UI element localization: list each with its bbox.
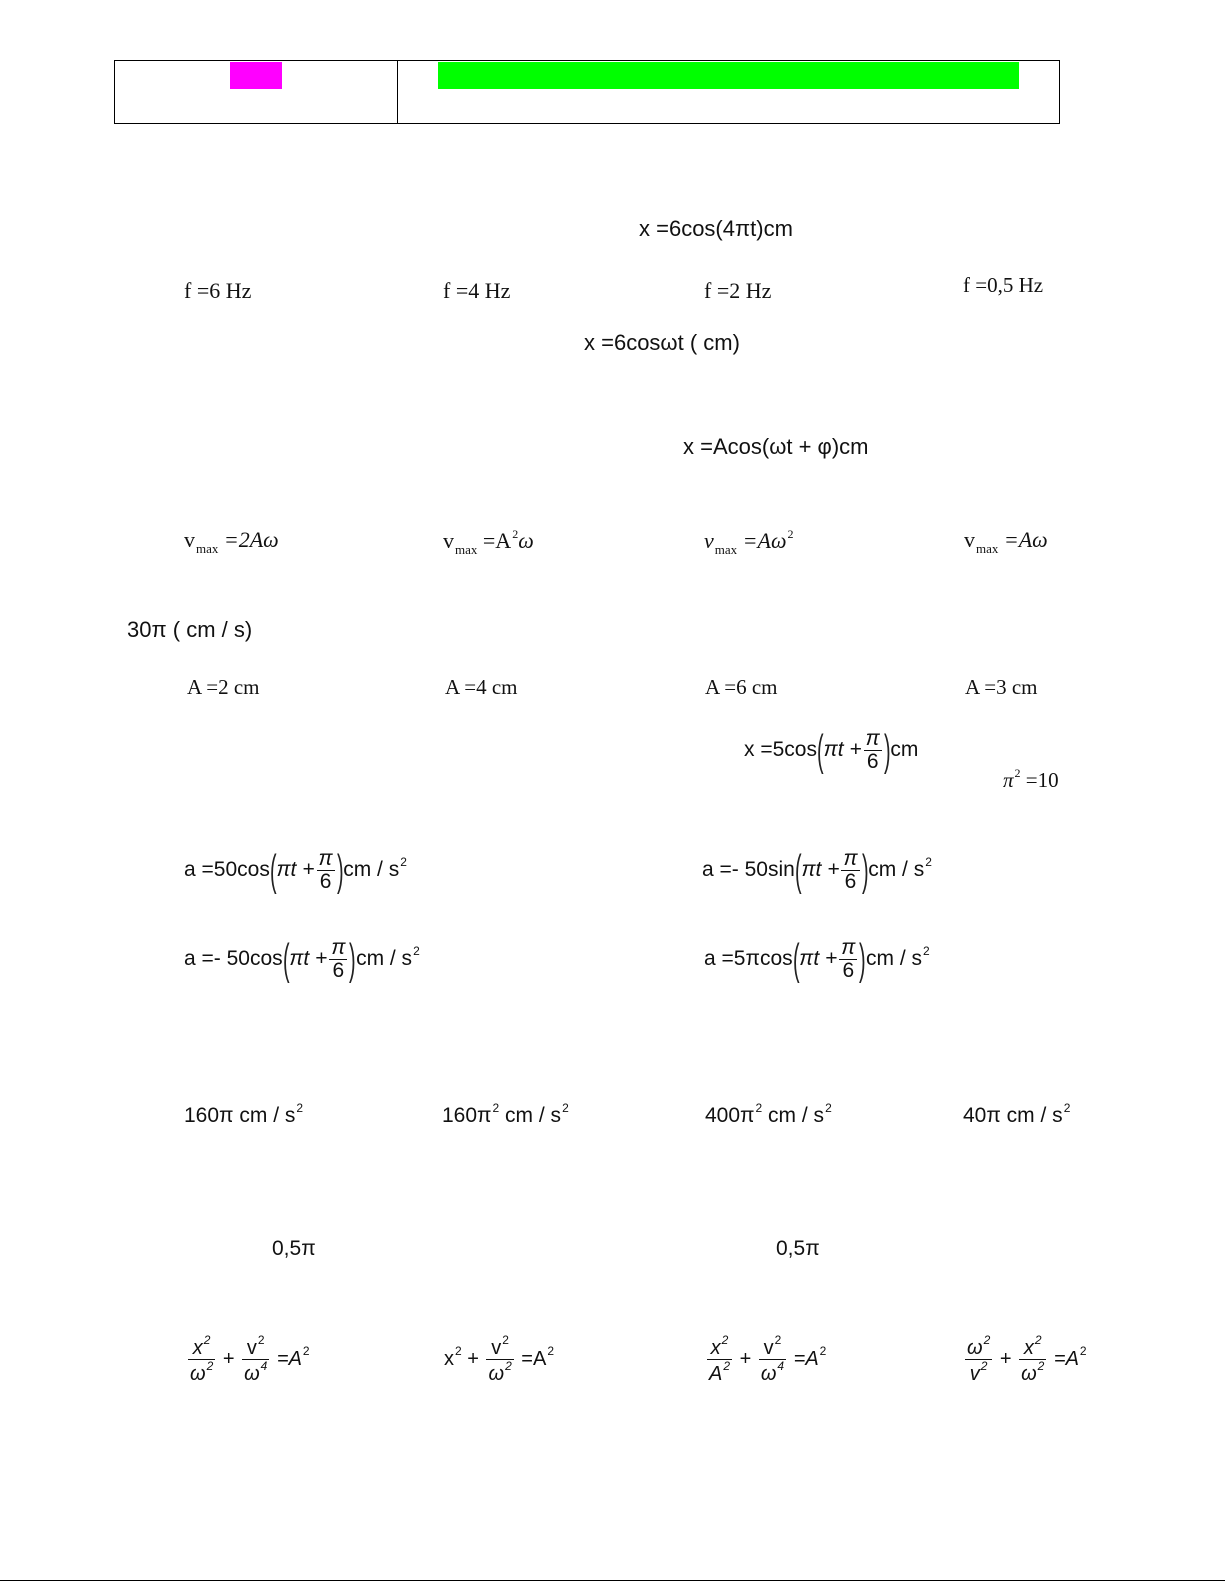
frac-den: 6 bbox=[844, 870, 857, 894]
den-sup: 2 bbox=[980, 1359, 988, 1373]
q7-value-left: 0,5π bbox=[272, 1237, 316, 1260]
magenta-highlight bbox=[230, 62, 282, 89]
frac-num bbox=[489, 1334, 511, 1359]
q6-option-a[interactable] bbox=[184, 1101, 303, 1128]
opt-sup: 2 bbox=[400, 855, 407, 870]
opt-unit: cm / s bbox=[868, 858, 925, 882]
q4-option-a[interactable]: A =2 cm bbox=[187, 675, 260, 699]
right-paren: ) bbox=[859, 934, 867, 984]
pi-symbol: π bbox=[1003, 768, 1014, 792]
frac-den bbox=[968, 1360, 990, 1385]
num-sup: 2 bbox=[502, 1333, 509, 1347]
frac-den bbox=[707, 1360, 732, 1385]
frac-num: π bbox=[841, 936, 856, 959]
opt-sup: 2 bbox=[825, 1101, 832, 1115]
opt-inner: πt + bbox=[799, 947, 838, 971]
fraction bbox=[329, 937, 347, 982]
vmax-base: v bbox=[443, 528, 454, 553]
opt-sup: 2 bbox=[925, 855, 932, 870]
q3-option-d[interactable] bbox=[964, 527, 1048, 557]
rhs: =A bbox=[1048, 1347, 1079, 1370]
page-bottom-rule bbox=[0, 1580, 1225, 1581]
vmax-base: v bbox=[964, 527, 975, 552]
right-paren: ) bbox=[336, 845, 344, 895]
vmax-sub: max bbox=[976, 541, 999, 556]
frac-den bbox=[759, 1360, 786, 1385]
q3-option-c[interactable] bbox=[704, 527, 793, 558]
opt-sup1: 2 bbox=[755, 1101, 763, 1115]
frac-num bbox=[191, 1334, 213, 1359]
frac-num bbox=[762, 1334, 784, 1359]
q1-option-d[interactable]: f =0,5 Hz bbox=[963, 273, 1044, 297]
num-sup: 2 bbox=[983, 1333, 991, 1347]
q8-option-b[interactable]: $x^2$ + $\frac{v^2}{\omega^2}$ $=A^2$ bbox=[444, 1333, 555, 1385]
vmax-rest: =Aω bbox=[737, 528, 787, 553]
opt-value: 160π cm / s bbox=[184, 1104, 296, 1127]
opt-inner: πt + bbox=[276, 858, 315, 882]
opt-unit: cm / s bbox=[356, 947, 413, 971]
rhs-sup: 2 bbox=[819, 1343, 827, 1358]
q5-option-b[interactable] bbox=[702, 845, 932, 895]
fraction bbox=[839, 937, 857, 982]
den-sup: 4 bbox=[777, 1359, 785, 1373]
lead-sup: 2 bbox=[455, 1343, 462, 1358]
left-paren: ( bbox=[792, 934, 800, 984]
right-paren: ) bbox=[349, 934, 357, 984]
q4-given-velocity: 30π ( cm / s) bbox=[127, 617, 253, 642]
den-base: ω bbox=[190, 1363, 206, 1385]
vmax-rest: =A bbox=[477, 528, 512, 553]
den-base: ω bbox=[244, 1363, 260, 1385]
opt-sup: 2 bbox=[562, 1101, 569, 1115]
frac-den: 6 bbox=[319, 870, 332, 894]
den-base: A bbox=[709, 1363, 723, 1385]
fraction-2 bbox=[1019, 1334, 1046, 1385]
rhs: =A bbox=[788, 1347, 819, 1370]
eq-inner: πt + bbox=[823, 738, 862, 762]
num-base: x bbox=[1023, 1337, 1034, 1359]
den-sup: 2 bbox=[723, 1359, 731, 1373]
opt-unit: cm / s bbox=[762, 1104, 825, 1127]
opt-sup1: 2 bbox=[492, 1101, 500, 1115]
q1-option-c[interactable]: f =2 Hz bbox=[704, 278, 772, 303]
q6-option-c[interactable] bbox=[705, 1101, 832, 1128]
vmax-base: v bbox=[184, 527, 195, 552]
vmax-sub: max bbox=[196, 541, 219, 556]
den-base: ω bbox=[760, 1363, 777, 1385]
frac-num bbox=[965, 1334, 992, 1359]
den-sup: 2 bbox=[505, 1359, 512, 1373]
q1-option-b[interactable]: f =4 Hz bbox=[443, 278, 511, 303]
pi-sup: 2 bbox=[1014, 766, 1021, 780]
num-base: ω bbox=[967, 1337, 983, 1359]
den-sup: 2 bbox=[206, 1359, 214, 1373]
num-base: x bbox=[192, 1337, 203, 1359]
vmax-sup: 2 bbox=[512, 527, 519, 541]
den-base: ω bbox=[488, 1363, 505, 1385]
num-sup: 2 bbox=[203, 1333, 211, 1347]
vmax-rest: =2Aω bbox=[218, 527, 279, 552]
q6-option-b[interactable] bbox=[442, 1101, 569, 1128]
right-paren: ) bbox=[883, 725, 891, 775]
opt-value: 40π cm / s bbox=[963, 1104, 1063, 1127]
q5-option-d[interactable] bbox=[704, 934, 930, 984]
q8-option-d[interactable]: $\frac{\omega^2}{v^2}$ + $\frac{x^2}{\omega^2}$ $=A^2$ bbox=[967, 1333, 1087, 1385]
den-sup: 4 bbox=[260, 1359, 268, 1373]
rhs-sup: 2 bbox=[302, 1343, 310, 1358]
left-paren: ( bbox=[816, 725, 824, 775]
num-sup: 2 bbox=[1034, 1333, 1042, 1347]
frac-num: π bbox=[331, 936, 346, 959]
left-paren: ( bbox=[269, 845, 277, 895]
q4-option-d[interactable]: A =3 cm bbox=[965, 675, 1038, 699]
frac-den bbox=[1019, 1360, 1046, 1385]
opt-prefix: a =- 50sin bbox=[702, 858, 795, 882]
fraction bbox=[317, 848, 335, 893]
num-sup: 2 bbox=[721, 1333, 729, 1347]
left-paren: ( bbox=[794, 845, 802, 895]
opt-value: 400π bbox=[705, 1104, 755, 1127]
rhs-sup: 2 bbox=[1079, 1343, 1087, 1358]
frac-num bbox=[709, 1334, 731, 1359]
fraction-1 bbox=[965, 1334, 992, 1385]
header-table bbox=[114, 60, 1060, 124]
frac-den bbox=[188, 1360, 215, 1385]
opt-value: 160π bbox=[442, 1104, 492, 1127]
frac-num: π bbox=[318, 847, 333, 870]
num-sup: 2 bbox=[257, 1333, 265, 1347]
q5-pi-squared bbox=[1003, 766, 1059, 793]
opt-prefix: a =5πcos bbox=[704, 947, 793, 971]
frac-den bbox=[242, 1360, 269, 1385]
frac-num: π bbox=[865, 727, 880, 750]
pi-value: =10 bbox=[1020, 768, 1059, 792]
num-base: x bbox=[710, 1337, 721, 1359]
q5-option-c[interactable] bbox=[184, 934, 420, 984]
fraction bbox=[841, 848, 859, 893]
q2-equation: x =6cosωt ( cm) bbox=[584, 330, 740, 355]
opt-unit: cm / s bbox=[499, 1104, 562, 1127]
q5-equation bbox=[744, 725, 919, 775]
q1-equation: x =6cos(4πt)cm bbox=[639, 216, 793, 241]
frac-num bbox=[245, 1334, 267, 1359]
q8-option-c[interactable]: $\frac{x^2}{A^2}$ + $\frac{v^2}{\omega^4}$ $=A^2$ bbox=[709, 1333, 827, 1385]
opt-inner: πt + bbox=[801, 858, 840, 882]
q5-option-a[interactable] bbox=[184, 845, 407, 895]
fraction-2 bbox=[242, 1334, 269, 1385]
vmax-sub: max bbox=[455, 542, 478, 557]
q6-option-d[interactable] bbox=[963, 1101, 1070, 1128]
den-sup: 2 bbox=[1037, 1359, 1045, 1373]
den-base: ω bbox=[1021, 1363, 1037, 1385]
frac-den: 6 bbox=[332, 959, 345, 983]
opt-sup: 2 bbox=[413, 944, 420, 959]
num-base: v bbox=[246, 1337, 257, 1359]
green-highlight bbox=[438, 62, 1019, 89]
fraction-2 bbox=[486, 1334, 513, 1385]
opt-unit: cm / s bbox=[343, 858, 400, 882]
opt-sup: 2 bbox=[1063, 1101, 1071, 1115]
num-base: v bbox=[763, 1337, 774, 1359]
rhs-sup: 2 bbox=[547, 1343, 555, 1358]
header-divider bbox=[397, 61, 398, 123]
opt-sup: 2 bbox=[296, 1101, 304, 1115]
frac-den: 6 bbox=[842, 959, 855, 983]
rhs: =A bbox=[271, 1347, 302, 1370]
opt-prefix: a =50cos bbox=[184, 858, 270, 882]
den-base: v bbox=[969, 1363, 980, 1385]
num-base: v bbox=[491, 1337, 502, 1359]
vmax-tail: ω bbox=[518, 528, 534, 553]
fraction-2 bbox=[759, 1334, 786, 1385]
opt-inner: πt + bbox=[289, 947, 328, 971]
q3-option-a[interactable] bbox=[184, 527, 279, 557]
fraction-1 bbox=[188, 1334, 215, 1385]
fraction-1 bbox=[707, 1334, 732, 1385]
eq-suffix: cm bbox=[890, 738, 919, 762]
frac-den bbox=[486, 1360, 513, 1385]
eq-prefix: x =5cos bbox=[744, 738, 817, 762]
right-paren: ) bbox=[861, 845, 869, 895]
left-paren: ( bbox=[282, 934, 290, 984]
vmax-base: v bbox=[704, 528, 714, 553]
opt-prefix: a =- 50cos bbox=[184, 947, 283, 971]
q1-option-a[interactable]: f =6 Hz bbox=[184, 278, 252, 303]
q4-option-b[interactable]: A =4 cm bbox=[445, 675, 518, 699]
q3-equation: x =Acos(ωt + φ)cm bbox=[683, 434, 869, 459]
rhs: =A bbox=[515, 1347, 547, 1370]
frac-num bbox=[1022, 1334, 1044, 1359]
vmax-sup: 2 bbox=[787, 527, 794, 541]
q8-option-a[interactable]: $\frac{x^2}{\omega^2}$ + $\frac{v^2}{\omega^4}$ $=A^2$ bbox=[190, 1333, 310, 1385]
fraction bbox=[864, 728, 882, 773]
lead-base: x bbox=[444, 1347, 454, 1370]
q4-option-c[interactable]: A =6 cm bbox=[705, 675, 778, 699]
vmax-sub: max bbox=[714, 542, 738, 557]
frac-num: π bbox=[843, 847, 858, 870]
opt-unit: cm / s bbox=[866, 947, 923, 971]
q3-option-b[interactable] bbox=[443, 527, 534, 558]
q7-value-right: 0,5π bbox=[776, 1237, 820, 1260]
vmax-rest: =Aω bbox=[998, 527, 1048, 552]
frac-den: 6 bbox=[866, 750, 879, 774]
num-sup: 2 bbox=[774, 1333, 782, 1347]
opt-sup: 2 bbox=[923, 944, 930, 959]
